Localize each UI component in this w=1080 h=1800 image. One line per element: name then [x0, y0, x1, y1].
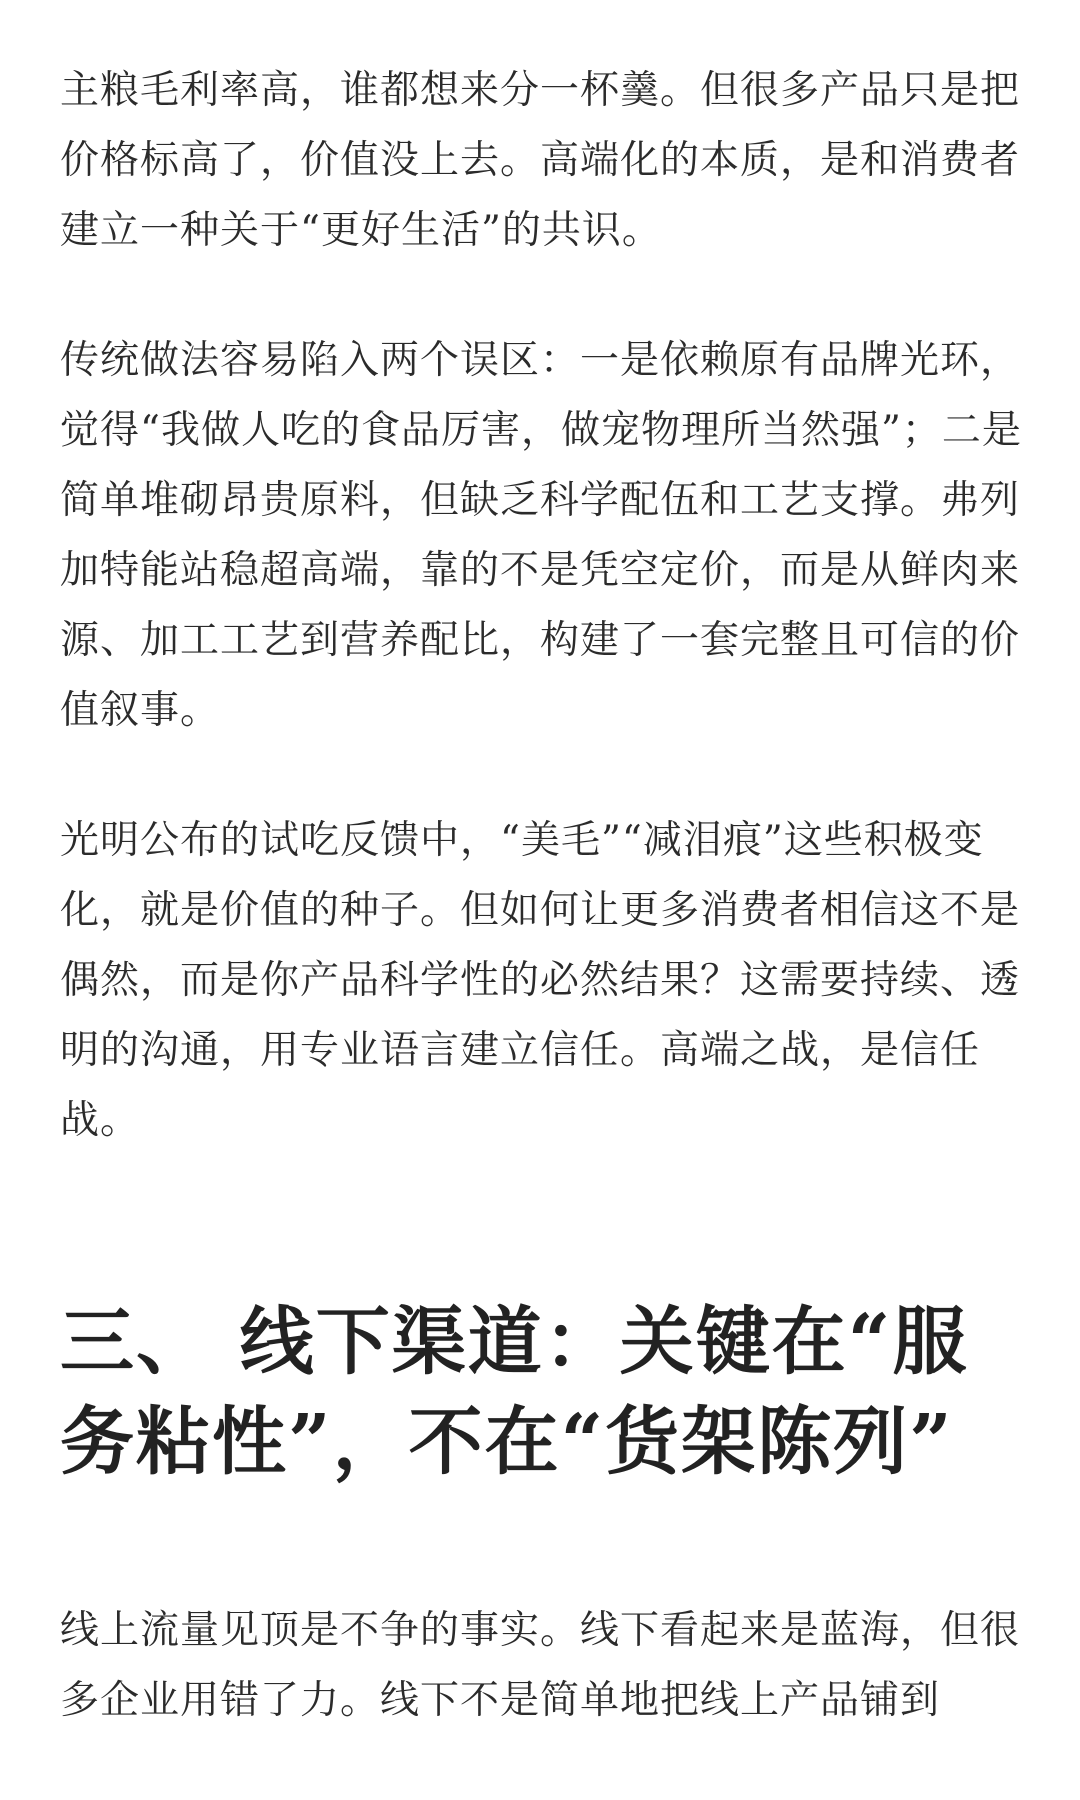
section-heading-offline-channel: 三、 线下渠道：关键在“服务粘性”，不在“货架陈列”: [60, 1299, 969, 1485]
paragraph-two-mistakes: 传统做法容易陷入两个误区：一是依赖原有品牌光环，觉得“我做人吃的食品厉害，做宠物理所当然强”；二是简单堆砌昂贵原料，但缺乏科学配伍和工艺支撑。弗列加特能站稳超高端，靠的不是凭空定价，而是从鲜肉来源、加工工艺到营养配比，构建了一套完整且可信的价值叙事。: [60, 338, 1022, 733]
article-body: [60, 56, 1036, 1796]
paragraph-offline-traffic: 线上流量见顶是不争的事实。线下看起来是蓝海，但很多企业用错了力。线下不是简单地把线上产品铺到: [60, 1608, 1021, 1723]
paragraph-premium-value: 主粮毛利率高，谁都想来分一杯羹。但很多产品只是把价格标高了，价值没上去。高端化的本质，是和消费者建立一种关于“更好生活”的共识。: [60, 68, 1021, 253]
paragraph-trust-battle: 光明公布的试吃反馈中，“美毛”“减泪痕”这些积极变化，就是价值的种子。但如何让更多消费者相信这不是偶然，而是你产品科学性的必然结果？这需要持续、透明的沟通，用专业语言建立信任。高端之战，是信任战。: [60, 818, 1021, 1143]
